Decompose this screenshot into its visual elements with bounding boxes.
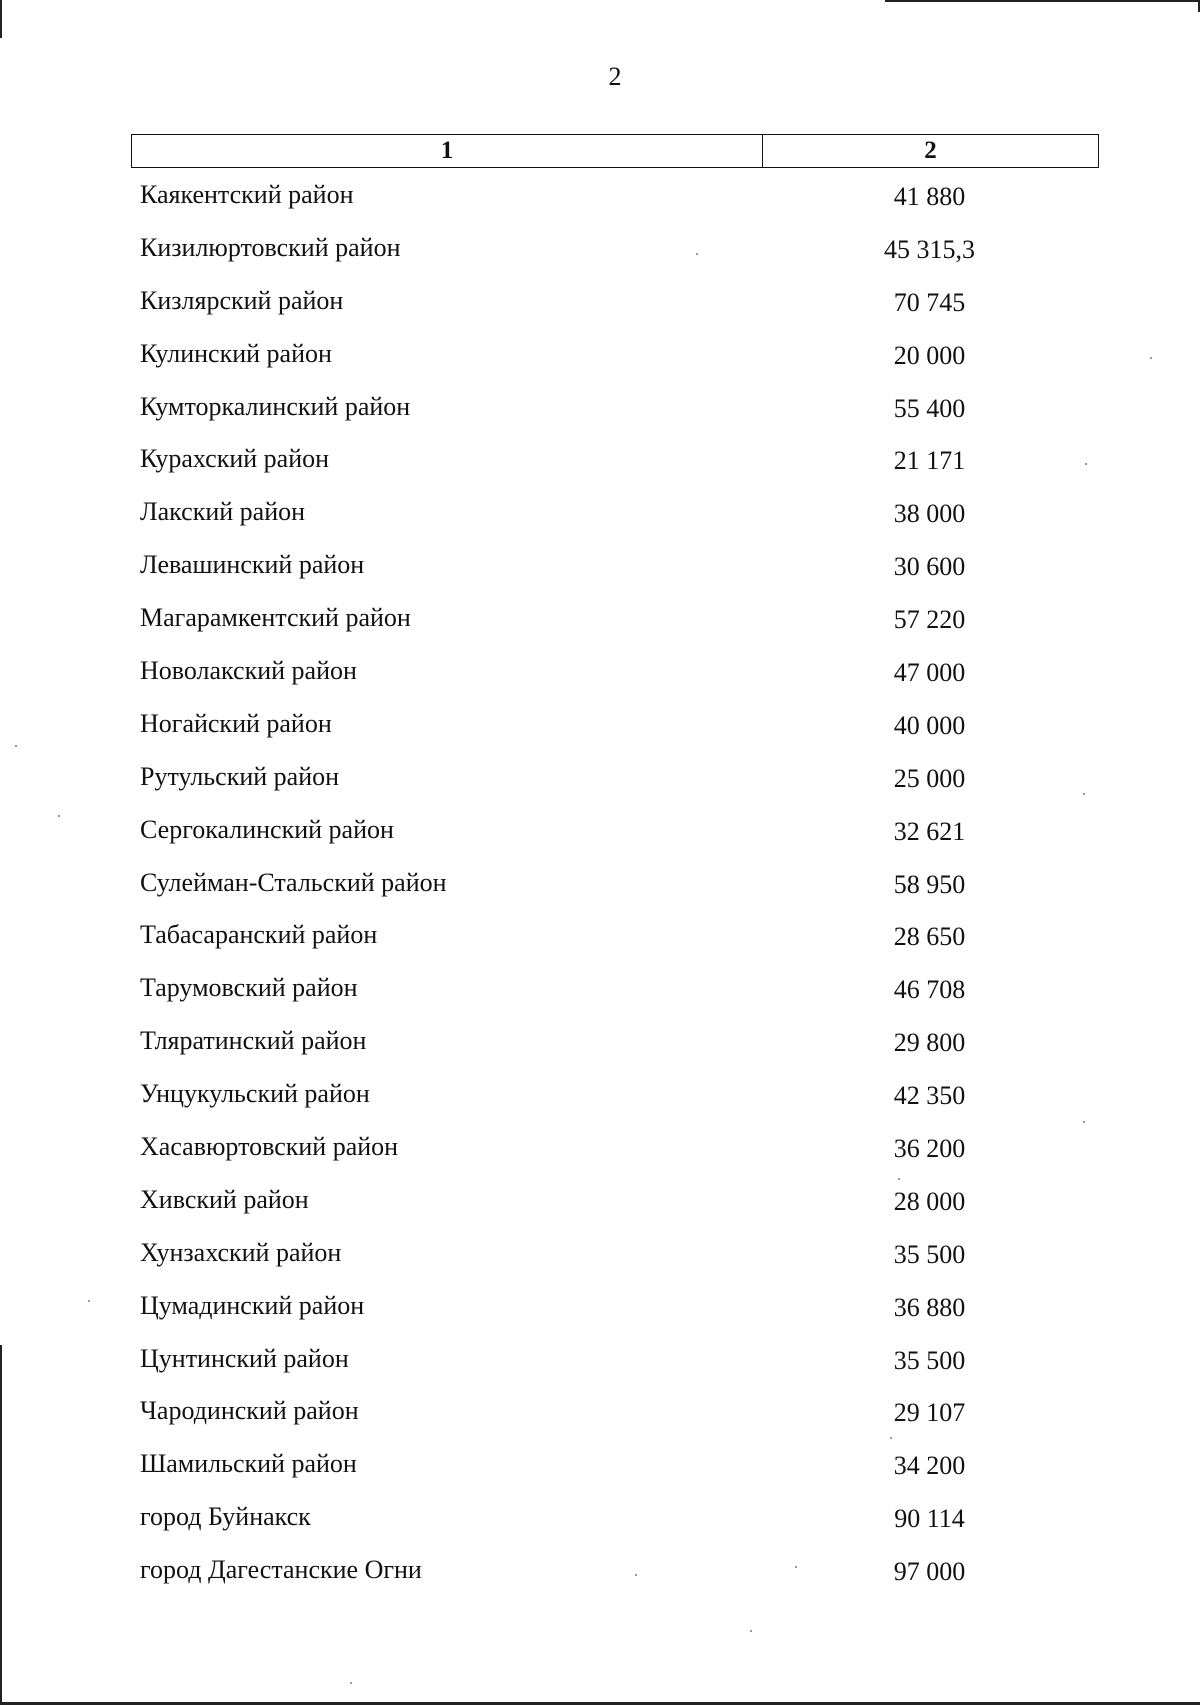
amount-value: 47 000 [893,658,966,688]
scan-speck [890,1437,892,1439]
table-body [0,174,1200,1602]
district-name: город Буйнакск [140,1502,311,1532]
scan-speck [1083,793,1085,795]
scan-speck [15,745,17,747]
table-row [0,756,1200,809]
district-name: Кулинский район [140,338,332,368]
amount-value: 29 800 [893,1028,966,1058]
district-name: Тляратинский район [140,1026,367,1056]
table-row [0,1179,1200,1232]
table-row [0,1073,1200,1126]
amount-value: 57 220 [893,605,966,635]
table-row [0,227,1200,280]
table-row [0,862,1200,915]
amount-value: 36 880 [893,1292,966,1322]
table-row [0,597,1200,650]
district-name: Кумторкалинский район [140,391,411,421]
scan-speck [696,253,698,255]
table-row [0,1496,1200,1549]
amount-value: 35 500 [893,1239,966,1269]
amount-value: 41 880 [893,182,966,211]
district-name: Рутульский район [140,761,340,791]
table-row [0,1390,1200,1443]
scan-speck [635,1574,637,1576]
table-row [0,914,1200,967]
district-name: Табасаранский район [140,920,378,950]
table-row [0,386,1200,439]
district-name: Цумадинский район [140,1290,365,1320]
amount-value: 25 000 [893,763,966,793]
table-row [0,280,1200,333]
table-row [0,1126,1200,1179]
district-name: Тарумовский район [140,973,358,1003]
district-name: Хунзахский район [140,1237,342,1267]
amount-value: 42 350 [893,1081,966,1111]
district-name: город Дагестанские Огни [140,1555,422,1585]
district-name: Шамильский район [140,1449,357,1479]
scan-speck [750,1630,752,1632]
district-name: Сергокалинский район [140,814,394,844]
amount-value: 32 621 [893,816,966,846]
district-name: Хасавюртовский район [140,1132,399,1162]
table-header [131,134,1099,168]
amount-value: 38 000 [893,499,966,529]
district-name: Чародинский район [140,1396,359,1426]
amount-value: 90 114 [894,1504,965,1534]
district-name: Магарамкентский район [140,603,411,633]
amount-value: 29 107 [893,1398,966,1428]
column-header-2: 2 [924,137,937,164]
district-name: Кизилюртовский район [140,232,401,262]
district-name: Каякентский район [140,180,354,209]
district-name: Новолакский район [140,656,357,686]
table-row [0,650,1200,703]
table-row [0,1338,1200,1391]
district-name: Кизлярский район [140,285,344,315]
district-name: Ногайский район [140,708,332,738]
scan-speck [795,1566,797,1568]
table-row [0,1549,1200,1602]
scan-border-left [0,0,2,38]
table-row [0,809,1200,862]
amount-value: 70 745 [893,287,966,317]
district-name: Лакский район [140,497,306,527]
amount-value: 36 200 [893,1134,966,1164]
table-row [0,333,1200,386]
amount-value: 28 000 [893,1186,966,1216]
scan-speck [350,1682,352,1684]
scan-speck [898,1178,900,1180]
page-number: 2 [608,62,622,91]
amount-value: 46 708 [893,975,966,1005]
amount-value: 20 000 [893,340,966,370]
amount-value: 97 000 [893,1557,966,1587]
scan-speck [58,815,60,817]
amount-value: 34 200 [893,1451,966,1481]
table-row [0,174,1200,227]
scan-speck [1150,357,1152,359]
scan-speck [88,1300,90,1302]
district-name: Хивский район [140,1184,309,1214]
district-name: Унцукульский район [140,1079,370,1109]
district-name: Курахский район [140,444,330,474]
table-row [0,491,1200,544]
amount-value: 30 600 [893,552,966,582]
column-header-1: 1 [132,135,763,167]
scan-border-top [885,0,1200,2]
amount-value: 28 650 [893,922,966,952]
table-row [0,438,1200,491]
amount-value: 45 315,3 [884,234,975,264]
district-name: Сулейман-Стальский район [140,867,447,897]
table-row [0,544,1200,597]
district-name: Цунтинский район [140,1343,349,1373]
table-row [0,1443,1200,1496]
table-row [0,1020,1200,1073]
amount-value: 40 000 [893,710,966,740]
district-name: Левашинский район [140,550,365,580]
amount-value: 21 171 [893,446,966,476]
scan-speck [1083,1121,1085,1123]
amount-value: 55 400 [893,393,966,423]
amount-value: 58 950 [893,869,966,899]
table-row [0,703,1200,756]
scan-speck [1085,463,1087,465]
table-row [0,967,1200,1020]
amount-value: 35 500 [893,1345,966,1375]
table-row [0,1285,1200,1338]
table-row [0,1232,1200,1285]
